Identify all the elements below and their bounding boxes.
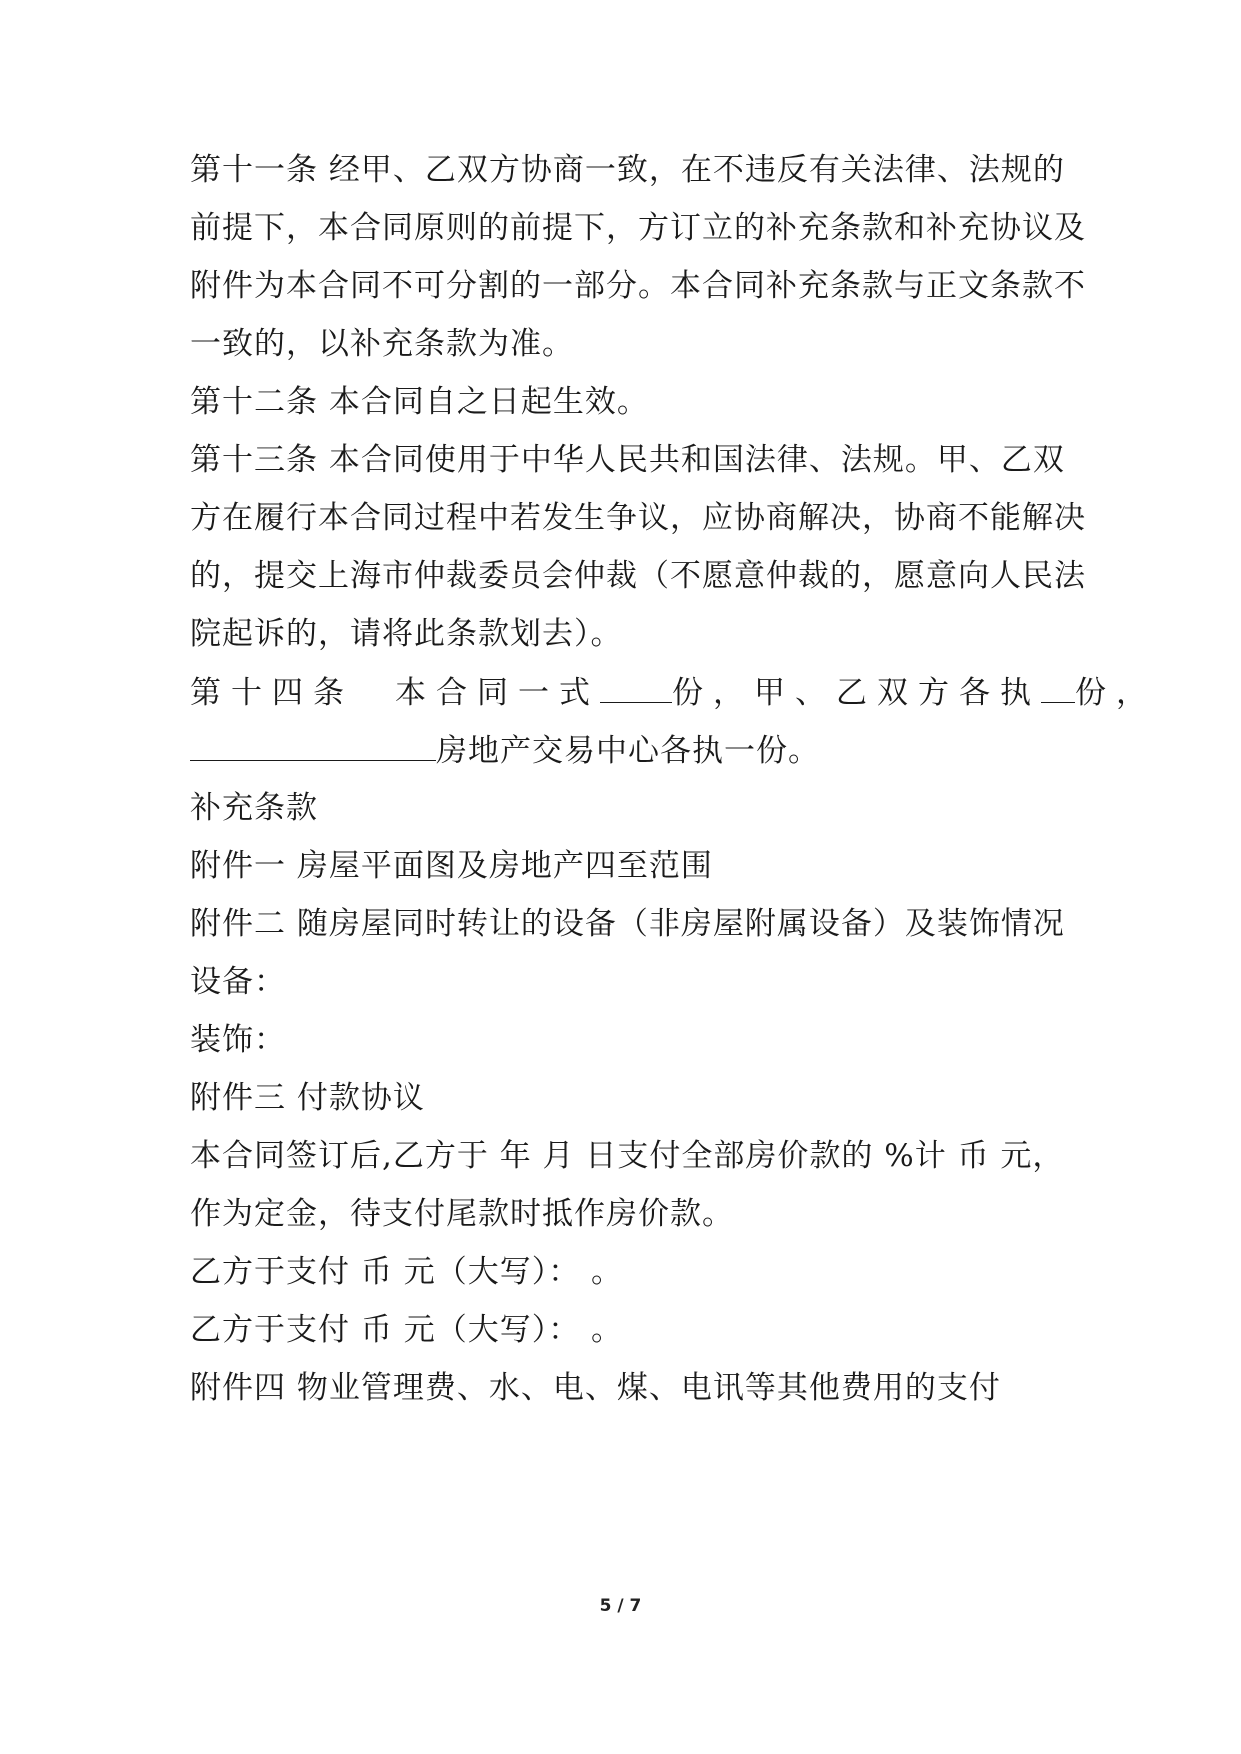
text-line: 附件二 随房屋同时转让的设备（非房屋附属设备）及装饰情况 <box>190 906 1065 942</box>
text-line: 一致的，以补充条款为准。 <box>190 326 574 362</box>
center-name-blank <box>190 730 436 761</box>
text-line: 前提下，本合同原则的前提下，方订立的补充条款和补充协议及 <box>190 210 1086 246</box>
text-line: 附件三 付款协议 <box>190 1080 425 1116</box>
clause-14-text: 第十四条 本合同一式 <box>190 675 600 711</box>
clause-14-text: 房地产交易中心各执一份。 <box>436 733 820 769</box>
text-line: 作为定金，待支付尾款时抵作房价款。 <box>190 1196 734 1232</box>
text-line: 本合同签订后,乙方于 年 月 日支付全部房价款的 %计 币 元， <box>190 1138 1065 1174</box>
text-line: 附件一 房屋平面图及房地产四至范围 <box>190 848 713 884</box>
clause-14-text: 份， <box>1075 675 1157 711</box>
text-line: 设备： <box>190 964 286 1000</box>
text-line: 乙方于支付 币 元（大写）： 。 <box>190 1254 624 1290</box>
text-line: 第十二条 本合同自之日起生效。 <box>190 384 649 420</box>
text-line: 院起诉的，请将此条款划去）。 <box>190 616 623 652</box>
text-line: 第十一条 经甲、乙双方协商一致，在不违反有关法律、法规的 <box>190 152 1065 188</box>
text-line: 装饰： <box>190 1022 286 1058</box>
page-number: 5 / 7 <box>599 1596 642 1616</box>
copies-each-blank <box>1041 672 1075 703</box>
copies-total-blank <box>600 672 672 703</box>
text-line: 第十三条 本合同使用于中华人民共和国法律、法规。甲、乙双 <box>190 442 1065 478</box>
text-line: 附件为本合同不可分割的一部分。本合同补充条款与正文条款不 <box>190 268 1086 304</box>
text-line: 方在履行本合同过程中若发生争议，应协商解决，协商不能解决 <box>190 500 1086 536</box>
clause-14-text: 份，甲、乙双方各执 <box>672 675 1041 711</box>
clause-14-line <box>190 672 1157 713</box>
text-line: 补充条款 <box>190 790 318 826</box>
text-line: 的，提交上海市仲裁委员会仲裁（不愿意仲裁的，愿意向人民法 <box>190 558 1086 594</box>
text-line: 附件四 物业管理费、水、电、煤、电讯等其他费用的支付 <box>190 1370 1001 1406</box>
clause-14-line <box>190 730 1050 771</box>
text-line: 乙方于支付 币 元（大写）： 。 <box>190 1312 624 1348</box>
